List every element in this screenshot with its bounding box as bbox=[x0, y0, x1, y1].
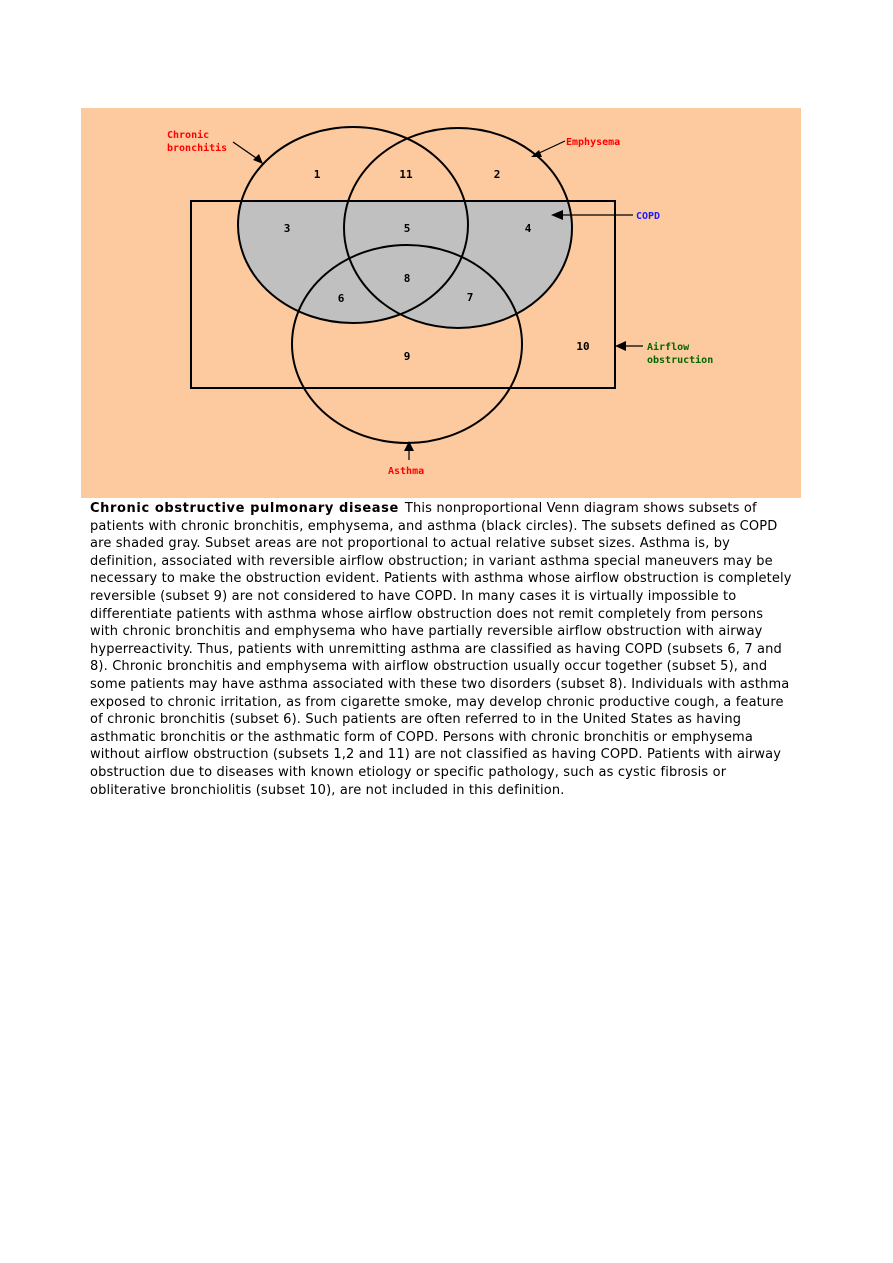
asthma-label: Asthma bbox=[388, 466, 425, 477]
subset-10-label: 10 bbox=[576, 340, 590, 353]
caption-title: Chronic obstructive pulmonary disease bbox=[90, 501, 399, 516]
airflow-label-line2: obstruction bbox=[647, 355, 714, 366]
subset-9-label: 9 bbox=[403, 350, 411, 363]
chronic-bronchitis-label-line2: bronchitis bbox=[167, 143, 228, 154]
chronic-bronchitis-arrowhead bbox=[253, 154, 263, 164]
airflow-arrowhead bbox=[615, 341, 626, 351]
venn-diagram-figure bbox=[81, 108, 801, 498]
emphysema-label: Emphysema bbox=[566, 137, 621, 148]
subset-7-label: 7 bbox=[466, 291, 474, 304]
venn-diagram-svg bbox=[81, 108, 801, 498]
subset-11-label: 11 bbox=[399, 168, 413, 181]
subset-5-label: 5 bbox=[403, 222, 411, 235]
chronic-bronchitis-pointer bbox=[233, 142, 259, 160]
copd-label: COPD bbox=[636, 211, 661, 222]
subset-3-label: 3 bbox=[283, 222, 291, 235]
subset-8-label: 8 bbox=[403, 272, 411, 285]
caption-body: This nonproportional Venn diagram shows subsets of patients with chronic bronchitis, emphysema, and asthma (black circles). The subsets defined as COPD are shaded gray. Subset areas are not proportional to actual relative subset sizes. Asthma is, by definition, associated with reversible airflow obstruction; in variant asthma special maneuvers may be necessary to make the obstruction evident. Patients with asthma whose airflow obstruction is completely reversible (subset 9) are not considered to have COPD. In many cases it is virtually impossible to differentiate patients with asthma whose airflow obstruction does not remit completely from persons with chronic bronchitis and emphysema who have partially reversible airflow obstruction with airway hyperreactivity. Thus, patients with unremitting asthma are classified as having COPD (subsets 6, 7 and 8). Chronic bronchitis and emphysema with airflow obstruction usually occur together (subset 5), and some patients may have asthma associated with these two disorders (subset 8). Individuals with asthma exposed to chronic irritation, as from cigarette smoke, may develop chronic productive cough, a feature of chronic bronchitis (subset 6). Such patients are often referred to in the United States as having asthmatic bronchitis or the asthmatic form of COPD. Persons with chronic bronchitis or emphysema without airflow obstruction (subsets 1,2 and 11) are not classified as having COPD. Patients with airway obstruction due to diseases with known etiology or specific pathology, such as cystic fibrosis or obliterative bronchiolitis (subset 10), are not included in this definition. bbox=[90, 501, 792, 798]
subset-6-label: 6 bbox=[337, 292, 345, 305]
subset-2-label: 2 bbox=[493, 168, 501, 181]
chronic-bronchitis-label-line1: Chronic bbox=[167, 130, 210, 141]
subset-4-label: 4 bbox=[524, 222, 532, 235]
subset-1-label: 1 bbox=[313, 168, 321, 181]
airflow-label-line1: Airflow bbox=[647, 342, 690, 353]
emphysema-pointer bbox=[537, 141, 565, 154]
figure-caption bbox=[90, 500, 795, 799]
